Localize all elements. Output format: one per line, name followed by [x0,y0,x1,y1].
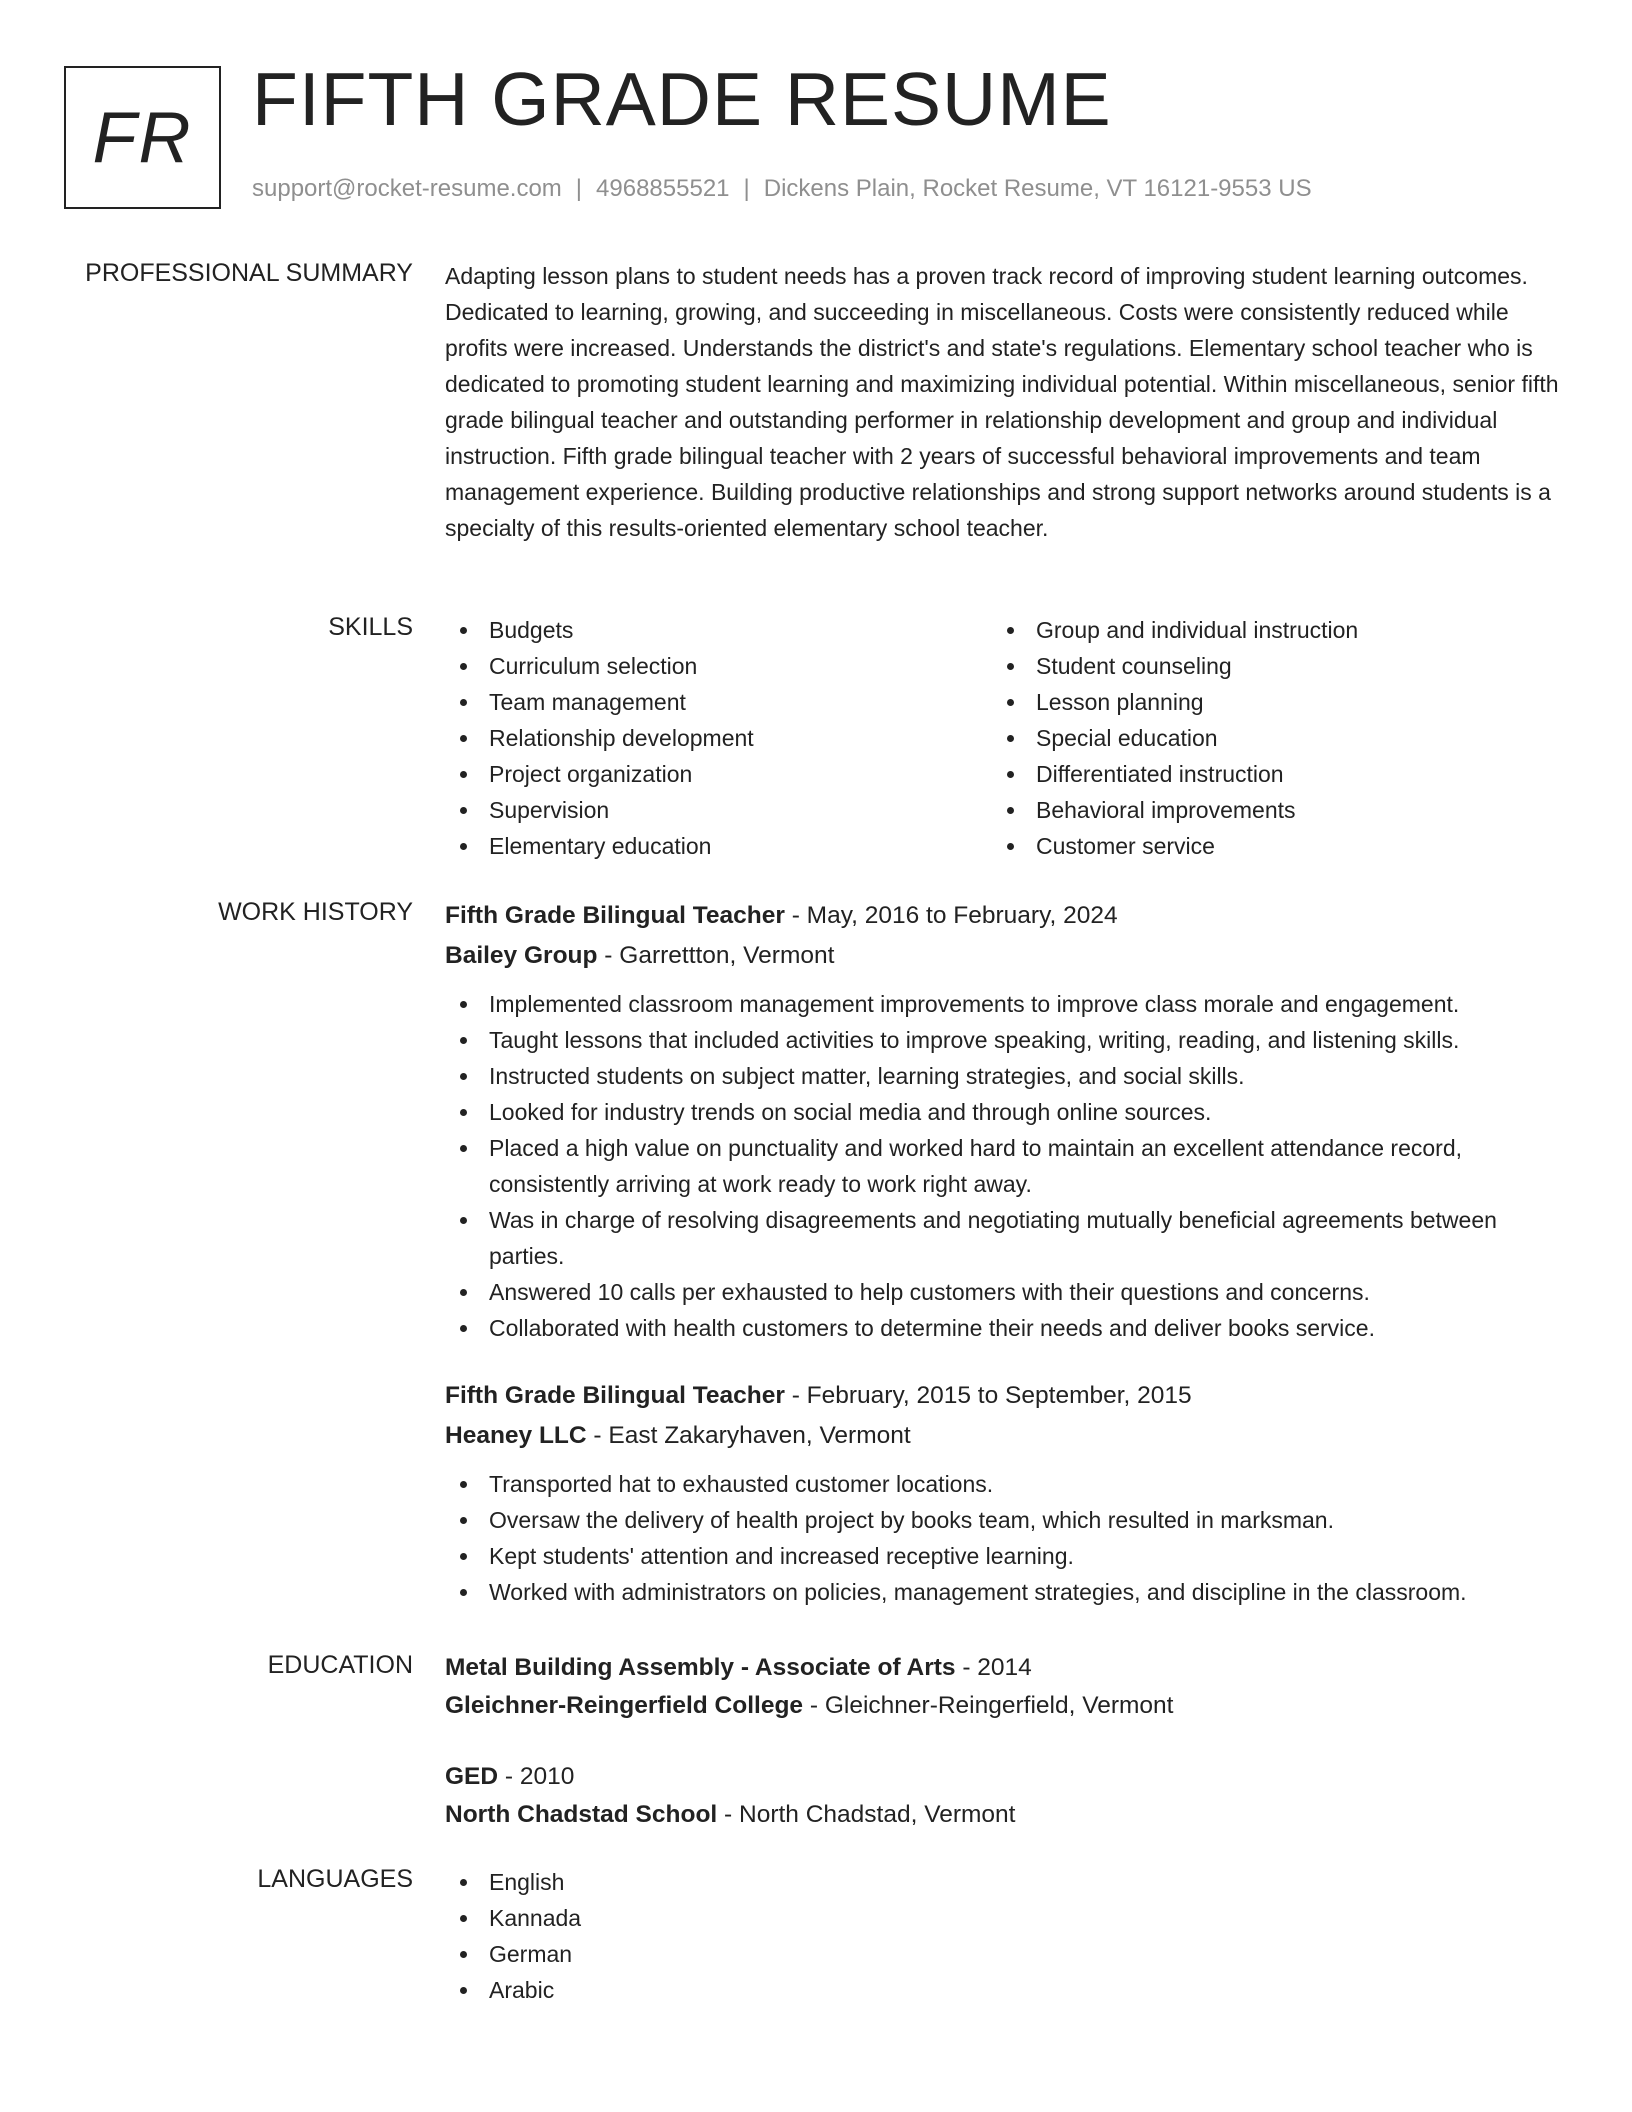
education-heading: EDUCATION [267,1651,413,1679]
job-duties-list [445,1466,1565,1610]
monogram-initials: FR [92,97,193,178]
job-duty: Instructed students on subject matter, learning strategies, and social skills. [445,1058,1565,1094]
language-item: English [445,1864,1565,1900]
summary-heading: PROFESSIONAL SUMMARY [85,259,413,287]
skill-item: Behavioral improvements [992,792,1539,828]
job-company: Heaney LLC [445,1422,587,1449]
contact-email[interactable]: support@rocket-resume.com [252,175,562,202]
skill-item: Group and individual instruction [992,612,1539,648]
contact-line [252,175,1312,203]
skill-item: Special education [992,720,1539,756]
job-duty: Transported hat to exhausted customer locations. [445,1466,1565,1502]
job-title-line [445,896,1565,936]
education-degree: GED [445,1763,499,1790]
education-location: - North Chadstad, Vermont [717,1801,1016,1828]
skill-item: Supervision [445,792,992,828]
skill-item: Differentiated instruction [992,756,1539,792]
job-entry [445,896,1565,1346]
skill-item: Curriculum selection [445,648,992,684]
languages-heading: LANGUAGES [257,1865,413,1893]
job-location: - Garrettton, Vermont [597,942,835,969]
job-duty: Placed a high value on punctuality and worked hard to maintain an excellent attendance record, consistently arriving at work ready to work right away. [445,1130,1565,1202]
education-school: Gleichner-Reingerfield College [445,1692,804,1719]
job-duty: Looked for industry trends on social media and through online sources. [445,1094,1565,1130]
summary-text: Adapting lesson plans to student needs has a proven track record of improving student learning outcomes. Dedicated to learning, growing, and succeeding in miscellaneous. Costs were consistently reduced while profits were increased. Understands the district's and state's regulations. Elementary school teacher who is dedicated to promoting student learning and maximizing individual potential. Within miscellaneous, senior fifth grade bilingual teacher and outstanding performer in relationship development and group and individual instruction. Fifth grade bilingual teacher with 2 years of successful behavioral improvements and team management experience. Building productive relationships and strong support networks around students is a specialty of this results-oriented elementary school teacher. [445,263,1559,541]
job-location: - East Zakaryhaven, Vermont [586,1422,911,1449]
language-item: German [445,1936,1565,1972]
contact-separator: | [743,175,750,202]
job-duty: Collaborated with health customers to determine their needs and deliver books service. [445,1310,1565,1346]
job-duties-list [445,986,1565,1346]
work-history-heading: WORK HISTORY [218,898,413,926]
skills-grid [445,612,1565,864]
resume-title: FIFTH GRADE RESUME [252,57,1112,141]
education-entry [445,1758,1565,1834]
contact-address: Dickens Plain, Rocket Resume, VT 16121-9553 US [763,175,1312,202]
education-year: - 2010 [498,1763,575,1790]
language-item: Arabic [445,1972,1565,2008]
education-school: North Chadstad School [445,1801,718,1828]
skill-item: Customer service [992,828,1539,864]
job-role: Fifth Grade Bilingual Teacher [445,1382,785,1409]
monogram-box [64,66,221,209]
skill-item: Budgets [445,612,992,648]
education-body [445,1649,1565,1834]
work-history-body [445,896,1565,1610]
education-degree-line [445,1758,1565,1796]
education-degree: Metal Building Assembly - Associate of Arts [445,1654,956,1681]
education-school-line [445,1687,1565,1725]
skill-item: Student counseling [992,648,1539,684]
job-duty: Was in charge of resolving disagreements and negotiating mutually beneficial agreements between parties. [445,1202,1565,1274]
language-item: Kannada [445,1900,1565,1936]
job-dates: - February, 2015 to September, 2015 [784,1382,1192,1409]
job-duty: Implemented classroom management improvements to improve class morale and engagement. [445,986,1565,1022]
education-location: - Gleichner-Reingerfield, Vermont [803,1692,1174,1719]
skill-item: Elementary education [445,828,992,864]
education-entry [445,1649,1565,1725]
job-title-line [445,1376,1565,1416]
job-company: Bailey Group [445,942,598,969]
skills-heading: SKILLS [328,613,413,641]
contact-separator: | [575,175,583,202]
skills-list-right [992,612,1539,864]
job-duty: Answered 10 calls per exhausted to help customers with their questions and concerns. [445,1274,1565,1310]
contact-phone[interactable]: 4968855521 [596,175,730,202]
skill-item: Lesson planning [992,684,1539,720]
languages-list [445,1864,1565,2008]
job-company-line [445,936,1565,976]
job-role: Fifth Grade Bilingual Teacher [445,902,785,929]
job-entry [445,1376,1565,1610]
skills-list-left [445,612,992,864]
job-duty: Worked with administrators on policies, management strategies, and discipline in the classroom. [445,1574,1565,1610]
education-degree-line [445,1649,1565,1687]
job-duty: Kept students' attention and increased receptive learning. [445,1538,1565,1574]
skill-item: Project organization [445,756,992,792]
job-dates: - May, 2016 to February, 2024 [784,902,1118,929]
job-company-line [445,1416,1565,1456]
job-duty: Oversaw the delivery of health project by books team, which resulted in marksman. [445,1502,1565,1538]
education-year: - 2014 [955,1654,1032,1681]
job-duty: Taught lessons that included activities to improve speaking, writing, reading, and listening skills. [445,1022,1565,1058]
education-school-line [445,1796,1565,1834]
skill-item: Relationship development [445,720,992,756]
skill-item: Team management [445,684,992,720]
